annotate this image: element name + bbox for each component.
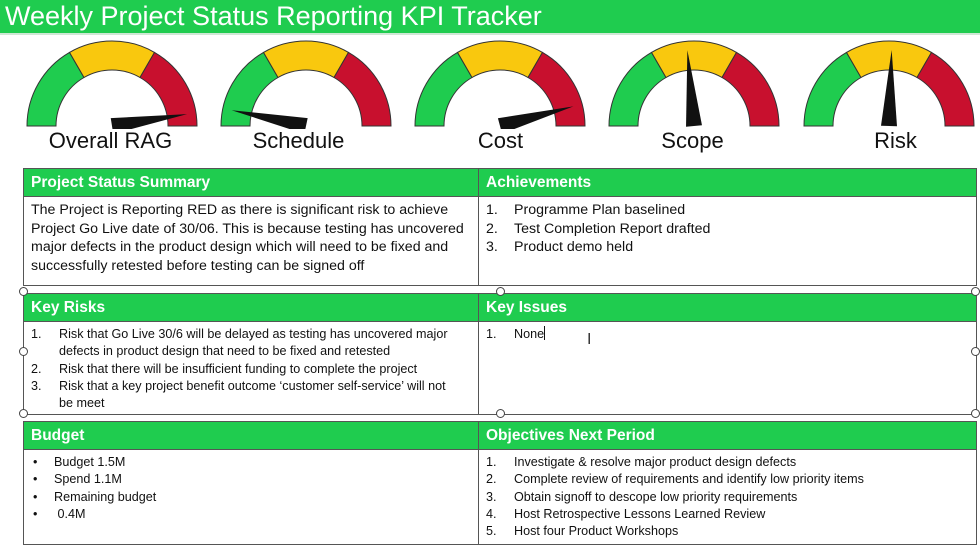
panel-heading: Objectives Next Period	[479, 422, 976, 450]
resize-handle[interactable]	[971, 287, 980, 296]
text-cursor-icon: I	[587, 331, 592, 348]
key-risks-panel[interactable]	[23, 293, 480, 415]
list-item: 1. Investigate & resolve major product design defects	[486, 455, 797, 469]
resize-handle[interactable]	[19, 287, 28, 296]
gauge-label-risk: Risk	[874, 128, 917, 153]
gauge-label-schedule: Schedule	[252, 128, 345, 153]
list-item: 5. Host four Product Workshops	[486, 524, 679, 539]
gauge-red-band	[917, 52, 974, 126]
panel-heading: Project Status Summary	[24, 169, 479, 197]
summary-line: Project Go Live date of 30/06. This is because testing has uncovered	[31, 220, 464, 237]
summary-line: major defects in the product design which will need to be fixed and	[31, 239, 449, 256]
gauge-risk	[802, 34, 977, 129]
list-item: 2. Complete review of requirements and identify low priority items	[486, 472, 864, 487]
panel-heading: Budget	[24, 422, 479, 450]
list-item: • Budget 1.5M	[33, 455, 126, 469]
budget-panel	[23, 421, 480, 545]
resize-handle[interactable]	[971, 347, 980, 356]
key-risks-list[interactable]	[24, 322, 479, 416]
summary-line: successfully retested before testing can be signed off	[31, 257, 365, 274]
resize-handle[interactable]	[496, 287, 505, 296]
summary-text	[24, 197, 479, 279]
panel-heading: Key Risks	[24, 294, 479, 322]
key-issues-list[interactable]	[479, 322, 976, 347]
resize-handle[interactable]	[19, 347, 28, 356]
panel-heading: Key Issues	[479, 294, 976, 322]
gauge-cost	[413, 34, 588, 129]
list-item: 3. Obtain signoff to descope low priority requirements	[486, 489, 798, 504]
list-item: 1. Risk that Go Live 30/6 will be delayed as testing has uncovered major defects in product design that need to be fixed and retested	[31, 327, 448, 359]
list-item: 2. Risk that there will be insufficient funding to complete the project	[31, 361, 418, 376]
list-item: 1. Programme Plan baselined	[486, 202, 686, 218]
project-status-summary-panel	[23, 168, 480, 286]
key-issues-panel[interactable]	[478, 293, 977, 415]
panel-heading: Achievements	[479, 169, 976, 197]
list-item: 4. Host Retrospective Lessons Learned Review	[486, 506, 766, 521]
gauge-red-band	[140, 52, 197, 126]
gauge-red-band	[334, 52, 391, 126]
gauge-overall-rag	[25, 34, 200, 129]
gauge-dial	[413, 34, 588, 129]
page-title: Weekly Project Status Reporting KPI Tracker	[5, 1, 542, 31]
gauge-scope	[607, 34, 782, 129]
list-item: 3. Risk that a key project benefit outcome ‘customer self-service’ will not be meet	[31, 378, 446, 411]
text-caret	[544, 326, 545, 340]
gauge-dial	[25, 34, 200, 129]
resize-handle[interactable]	[971, 409, 980, 418]
objectives-panel	[478, 421, 977, 545]
budget-list	[24, 450, 479, 527]
achievements-list	[479, 197, 976, 261]
gauge-dial	[802, 34, 977, 129]
objectives-list	[479, 450, 976, 544]
title-bar	[0, 0, 980, 33]
list-item[interactable]: 1. None	[486, 327, 545, 341]
list-item: 3. Product demo held	[486, 239, 634, 256]
list-item: • Remaining budget	[33, 489, 157, 504]
list-item: • 0.4M	[33, 506, 86, 521]
list-item: • Spend 1.1M	[33, 472, 122, 487]
gauge-red-band	[722, 52, 779, 126]
gauge-label-scope: Scope	[661, 128, 724, 153]
summary-line: The Project is Reporting RED as there is significant risk to achieve	[31, 202, 449, 218]
gauge-dial	[607, 34, 782, 129]
gauge-amber-band	[652, 41, 737, 78]
gauge-label-overall-rag: Overall RAG	[48, 128, 173, 153]
resize-handle[interactable]	[496, 409, 505, 418]
gauge-amber-band	[70, 41, 155, 78]
gauge-schedule	[219, 34, 394, 129]
gauge-label-cost: Cost	[477, 128, 524, 153]
resize-handle[interactable]	[19, 409, 28, 418]
gauge-amber-band	[264, 41, 349, 78]
gauge-amber-band	[458, 41, 543, 78]
achievements-panel	[478, 168, 977, 286]
list-item: 2. Test Completion Report drafted	[486, 220, 711, 237]
gauge-dial	[219, 34, 394, 129]
